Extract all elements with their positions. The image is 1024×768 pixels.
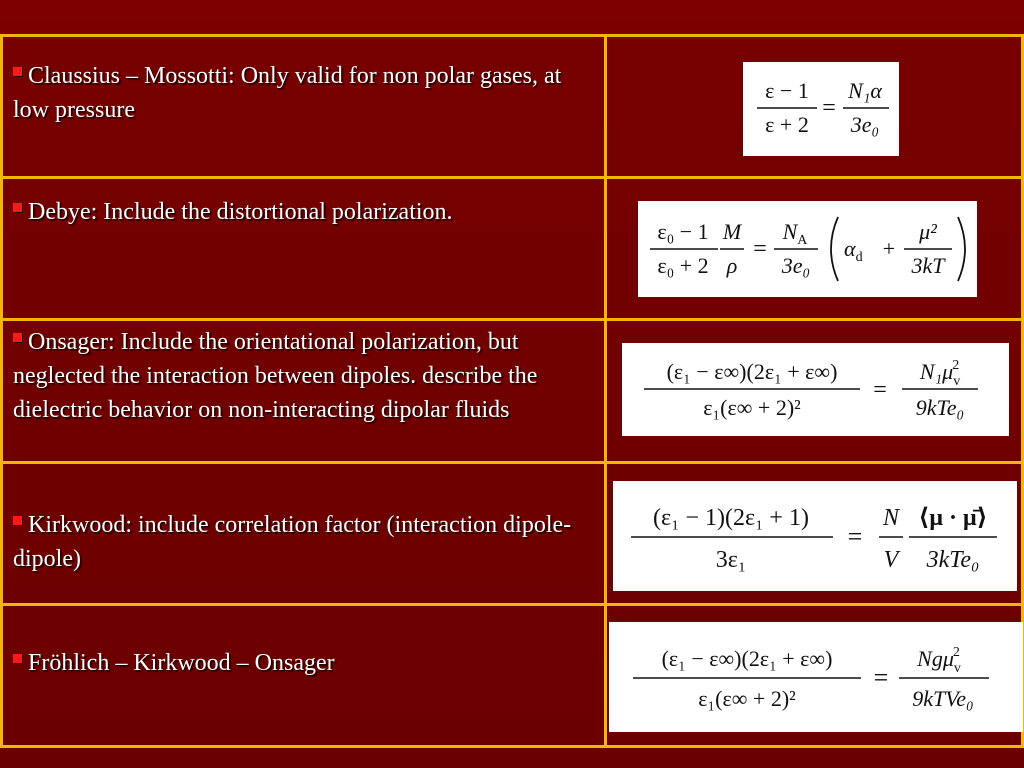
label-cell bbox=[2, 462, 606, 604]
table-row bbox=[2, 320, 1023, 462]
equation-onsager bbox=[622, 343, 1009, 436]
label-cell bbox=[2, 320, 606, 462]
bullet-icon bbox=[13, 67, 22, 76]
eq-numerator-left: (ε₁ − ε∞)(2ε₁ + ε∞) bbox=[666, 359, 838, 385]
eq-numerator-right: N₁α bbox=[848, 78, 882, 103]
eq-denominator-right: 3kTe₀ bbox=[926, 546, 980, 573]
equation-cell bbox=[606, 36, 1023, 178]
eq-denominator-mid: V bbox=[883, 546, 899, 573]
row-label: Kirkwood: include correlation factor (interaction dipole-dipole) bbox=[13, 511, 572, 572]
eq-equals: = bbox=[873, 662, 889, 692]
eq-denominator-right: 3e₀ bbox=[850, 112, 880, 137]
eq-equals: = bbox=[753, 236, 767, 263]
equation-clausius-mossotti bbox=[743, 62, 899, 156]
model-comparison-table bbox=[0, 34, 1024, 748]
eq-numerator-right: $N_1\mu_v2$ bbox=[919, 358, 961, 390]
eq-numerator-mid: M bbox=[722, 219, 742, 245]
eq-numerator-mid: N bbox=[882, 504, 900, 531]
eq-paren-denominator: 3kT bbox=[911, 253, 945, 279]
eq-numerator-left: ε − 1 bbox=[765, 78, 809, 103]
equation-cell bbox=[606, 462, 1023, 604]
table-row bbox=[2, 36, 1023, 178]
eq-denominator-right: 9kTe₀ bbox=[915, 395, 965, 421]
eq-numerator-left: (ε₁ − 1)(2ε₁ + 1) bbox=[653, 504, 809, 531]
bullet-icon bbox=[13, 516, 22, 525]
table-row bbox=[2, 604, 1023, 746]
equation-cell bbox=[606, 320, 1023, 462]
label-cell bbox=[2, 604, 606, 746]
table-row bbox=[2, 178, 1023, 320]
eq-equals: = bbox=[847, 521, 863, 551]
row-label: Claussius – Mossotti: Only valid for non polar gases, at low pressure bbox=[13, 63, 562, 123]
eq-denominator-right: 3e₀ bbox=[781, 253, 811, 279]
eq-numerator-right: Ngμ$_v$2 bbox=[917, 644, 961, 676]
eq-denominator-left: ε + 2 bbox=[765, 112, 809, 137]
eq-denominator-left: 3ε₁ bbox=[715, 546, 747, 573]
row-label: Debye: Include the distortional polarization. bbox=[28, 199, 453, 226]
eq-numerator-left: (ε₁ − ε∞)(2ε₁ + ε∞) bbox=[661, 645, 833, 671]
eq-denominator-left: ε₀ + 2 bbox=[657, 253, 709, 279]
row-label: Onsager: Include the orientational polarization, but neglected the interaction between dipoles. describe the dielectric behavior on non-interacting dipolar fluids bbox=[13, 329, 538, 424]
row-label: Fröhlich – Kirkwood – Onsager bbox=[28, 649, 335, 676]
eq-paren-numerator: μ² bbox=[919, 219, 937, 245]
equation-cell bbox=[606, 178, 1023, 320]
eq-denominator-left: ε₁(ε∞ + 2)² bbox=[703, 395, 801, 421]
eq-equals: = bbox=[822, 95, 836, 121]
equation-cell bbox=[606, 604, 1023, 746]
bullet-icon bbox=[13, 333, 22, 342]
eq-numerator-left: ε₀ − 1 bbox=[657, 219, 709, 245]
label-cell bbox=[2, 36, 606, 178]
bullet-icon bbox=[13, 654, 22, 663]
eq-denominator-right: 9kTVe₀ bbox=[912, 685, 974, 711]
equation-debye bbox=[638, 201, 977, 297]
eq-paren-alpha: $\alpha_d$ bbox=[844, 236, 863, 266]
eq-denominator-mid: ρ bbox=[726, 253, 738, 279]
eq-equals: = bbox=[873, 377, 887, 404]
eq-numerator-right: ⟨μ · μ̄⟩ bbox=[918, 504, 988, 531]
eq-denominator-left: ε₁(ε∞ + 2)² bbox=[698, 685, 796, 711]
equation-frohlich-kirkwood-onsager bbox=[609, 622, 1023, 732]
bullet-icon bbox=[13, 203, 22, 212]
table-row bbox=[2, 462, 1023, 604]
label-cell bbox=[2, 178, 606, 320]
eq-numerator-right: $N_A$ bbox=[782, 219, 808, 249]
eq-plus: + bbox=[882, 236, 896, 262]
equation-kirkwood bbox=[613, 481, 1017, 591]
